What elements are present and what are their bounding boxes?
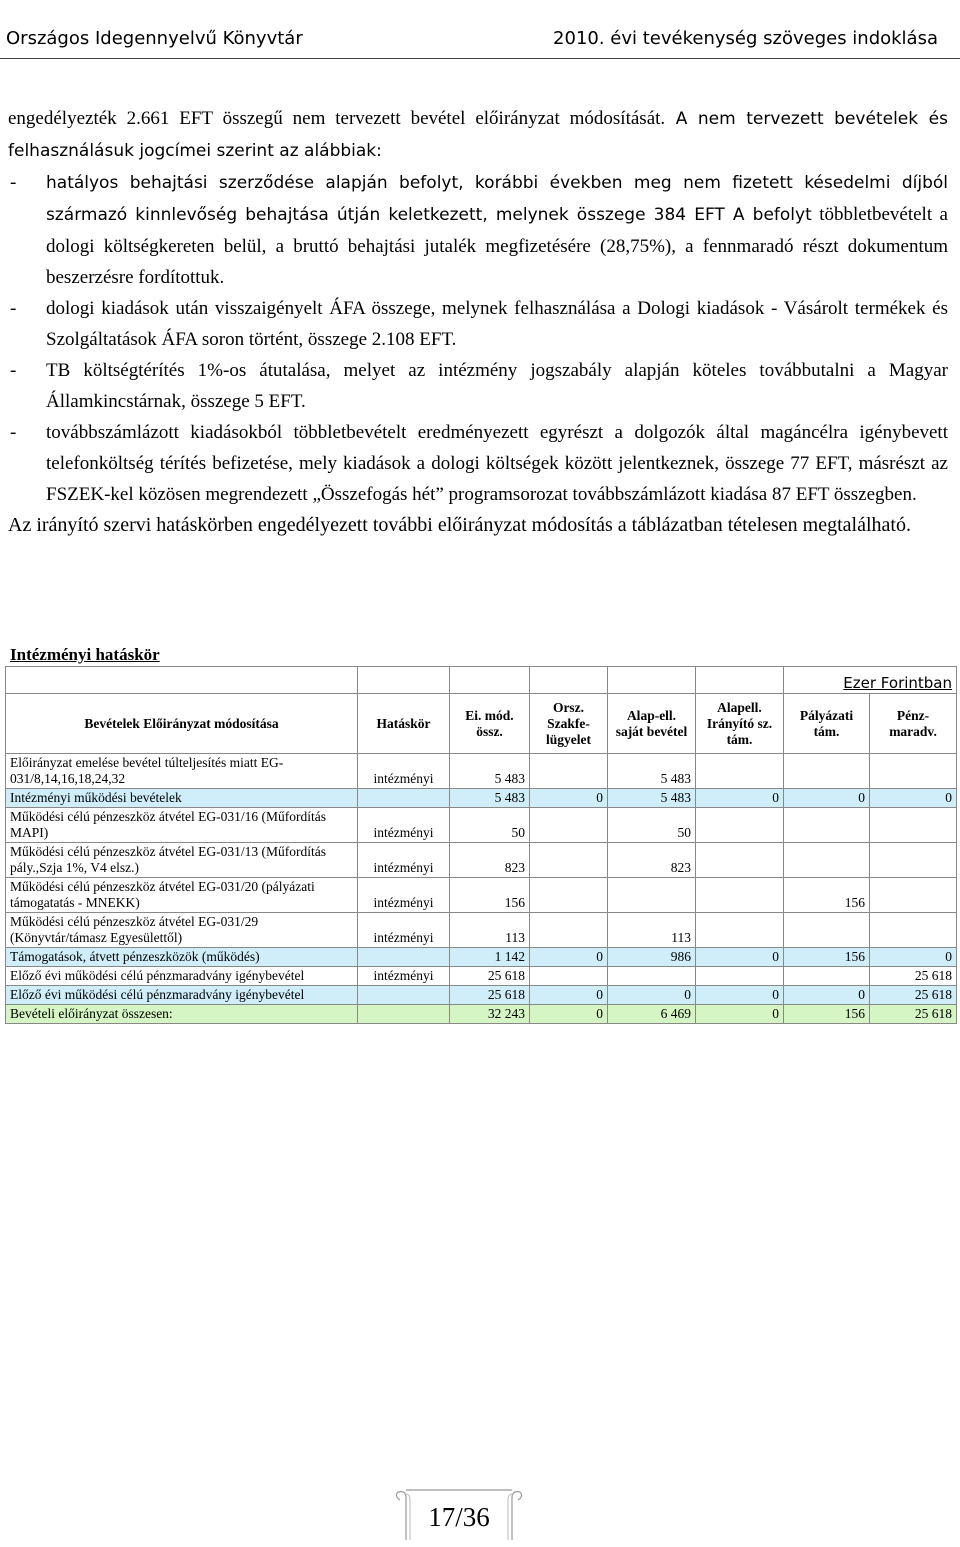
row-penzmaradv — [870, 843, 957, 878]
table-row — [6, 789, 957, 808]
table-header-row — [6, 694, 957, 754]
row-hataskor: intézményi — [358, 878, 450, 913]
page-number-box — [394, 1488, 524, 1542]
col-header-desc: Bevételek Előirányzat módosítása — [6, 694, 358, 754]
row-alapell-iranyito: 0 — [696, 789, 784, 808]
item1-sans: hatályos behajtási szerződése alapján befolyt, korábbi években meg nem fizetett késedelmi díjból származó kinnlevőség behajtása útján keletkezett, melynek összege 384 EFT A befolyt — [46, 173, 948, 225]
col-header-palyazati: Pályázati tám. — [784, 694, 870, 754]
row-alapell-iranyito — [696, 843, 784, 878]
item2-text: dologi kiadások után visszaigényelt ÁFA összege, melynek felhasználása a Dologi kiadások - Vásárolt termékek és Szolgáltatások ÁFA soron történt, összege 2.108 EFT. — [46, 298, 948, 350]
row-penzmaradv: 25 618 — [870, 967, 957, 986]
row-eimod: 25 618 — [450, 967, 530, 986]
row-eimod: 5 483 — [450, 789, 530, 808]
row-orsz: 0 — [530, 948, 608, 967]
row-hataskor: intézményi — [358, 808, 450, 843]
row-penzmaradv: 0 — [870, 789, 957, 808]
list-dash: - — [10, 172, 17, 193]
table-row — [6, 913, 957, 948]
row-hataskor — [358, 789, 450, 808]
col-header-alapell-iranyito: Alapell. Irányító sz. tám. — [696, 694, 784, 754]
row-eimod: 113 — [450, 913, 530, 948]
row-alapell-sajat: 986 — [608, 948, 696, 967]
row-desc: Intézményi működési bevételek — [6, 789, 358, 808]
row-desc: Működési célú pénzeszköz átvétel EG-031/13 (Műfordítás pály.,Szja 1%, V4 elsz.) — [6, 843, 358, 878]
row-penzmaradv — [870, 754, 957, 789]
list-dash: - — [10, 422, 17, 443]
row-alapell-iranyito — [696, 967, 784, 986]
section-title: Intézményi hatáskör — [10, 645, 160, 664]
closing-paragraph: Az irányító szervi hatáskörben engedélyezett további előirányzat módosítás a táblázatban tételesen megtalálható. — [8, 514, 911, 536]
list-dash: - — [10, 298, 17, 319]
item3-text: TB költségtérítés 1%-os átutalása, melyet az intézmény jogszabály alapján köteles továbbutalni a Magyar Államkincstárnak, összege 5 EFT. — [46, 360, 948, 412]
unit-row — [6, 667, 957, 694]
row-hataskor: intézményi — [358, 754, 450, 789]
row-alapell-sajat: 0 — [608, 986, 696, 1005]
table-row — [6, 878, 957, 913]
row-hataskor: intézményi — [358, 913, 450, 948]
table-row — [6, 948, 957, 967]
row-hataskor — [358, 1005, 450, 1024]
row-alapell-sajat: 823 — [608, 843, 696, 878]
row-eimod: 823 — [450, 843, 530, 878]
col-header-orsz: Orsz. Szakfe-lügyelet — [530, 694, 608, 754]
row-orsz: 0 — [530, 986, 608, 1005]
row-palyazati: 156 — [784, 948, 870, 967]
row-alapell-sajat: 6 469 — [608, 1005, 696, 1024]
row-hataskor — [358, 948, 450, 967]
row-penzmaradv: 25 618 — [870, 986, 957, 1005]
row-desc: Működési célú pénzeszköz átvétel EG-031/29 (Könyvtár/támasz Egyesülettől) — [6, 913, 358, 948]
intro-sans: A nem tervezett bevételek és felhasználásuk jogcímei szerint az alábbiak: — [8, 109, 948, 161]
row-eimod: 5 483 — [450, 754, 530, 789]
header-org: Országos Idegennyelvű Könyvtár — [6, 28, 303, 49]
row-alapell-iranyito — [696, 913, 784, 948]
row-penzmaradv — [870, 913, 957, 948]
row-alapell-iranyito — [696, 808, 784, 843]
row-orsz — [530, 843, 608, 878]
row-hataskor: intézményi — [358, 967, 450, 986]
row-alapell-iranyito: 0 — [696, 986, 784, 1005]
row-alapell-sajat: 50 — [608, 808, 696, 843]
row-alapell-iranyito — [696, 754, 784, 789]
body-text — [8, 103, 948, 540]
row-palyazati — [784, 754, 870, 789]
row-hataskor: intézményi — [358, 843, 450, 878]
row-orsz — [530, 878, 608, 913]
row-palyazati — [784, 913, 870, 948]
row-eimod: 50 — [450, 808, 530, 843]
row-desc: Támogatások, átvett pénzeszközök (működés) — [6, 948, 358, 967]
page-number: 17/36 — [428, 1502, 490, 1532]
row-palyazati — [784, 808, 870, 843]
row-alapell-sajat — [608, 967, 696, 986]
row-penzmaradv: 25 618 — [870, 1005, 957, 1024]
row-eimod: 1 142 — [450, 948, 530, 967]
row-palyazati — [784, 843, 870, 878]
list-item — [8, 293, 948, 355]
table-row — [6, 754, 957, 789]
row-palyazati: 156 — [784, 878, 870, 913]
row-orsz — [530, 913, 608, 948]
table-row — [6, 967, 957, 986]
table-row — [6, 986, 957, 1005]
header-title: 2010. évi tevékenység szöveges indoklása — [553, 28, 938, 49]
row-alapell-sajat: 113 — [608, 913, 696, 948]
row-palyazati: 0 — [784, 789, 870, 808]
list-item — [8, 417, 948, 510]
row-orsz — [530, 754, 608, 789]
row-penzmaradv — [870, 878, 957, 913]
row-orsz — [530, 808, 608, 843]
row-eimod: 32 243 — [450, 1005, 530, 1024]
col-header-penzmaradv: Pénz-maradv. — [870, 694, 957, 754]
unit-label: Ezer Forintban — [843, 674, 953, 692]
row-alapell-iranyito: 0 — [696, 1005, 784, 1024]
row-alapell-iranyito — [696, 878, 784, 913]
intro-serif: engedélyezték 2.661 EFT összegű nem tervezett bevétel előirányzat módosítását. — [8, 108, 666, 129]
col-header-eimod: Ei. mód. össz. — [450, 694, 530, 754]
col-header-alapell-sajat: Alap-ell. saját bevétel — [608, 694, 696, 754]
list-item — [8, 355, 948, 417]
table-row — [6, 1005, 957, 1024]
row-desc: Előző évi működési célú pénzmaradvány igénybevétel — [6, 967, 358, 986]
row-palyazati: 156 — [784, 1005, 870, 1024]
row-orsz — [530, 967, 608, 986]
row-alapell-iranyito: 0 — [696, 948, 784, 967]
row-penzmaradv: 0 — [870, 948, 957, 967]
list-item — [8, 167, 948, 293]
row-penzmaradv — [870, 808, 957, 843]
row-desc: Működési célú pénzeszköz átvétel EG-031/16 (Műfordítás MAPI) — [6, 808, 358, 843]
intro-paragraph — [8, 103, 948, 167]
list-dash: - — [10, 360, 17, 381]
row-palyazati — [784, 967, 870, 986]
row-alapell-sajat — [608, 878, 696, 913]
row-orsz: 0 — [530, 1005, 608, 1024]
row-alapell-sajat: 5 483 — [608, 789, 696, 808]
row-palyazati: 0 — [784, 986, 870, 1005]
table-row — [6, 843, 957, 878]
item4-text: továbbszámlázott kiadásokból többletbevételt eredményezett egyrészt a dolgozók által magáncélra igénybevett telefonköltség térítés befizetése, mely kiadások a dologi költségek között jelentkeznek, összege 77 EFT, másrészt az FSZEK-kel közösen megrendezett „Összefogás hét” programsorozat továbbszámlázott kiadása 87 EFT összegben. — [46, 422, 948, 505]
item1-serif: többletbevételt a dologi költségkereten belül, a bruttó behajtási jutalék megfizetésére (28,75%), a fennmaradó részt dokumentum beszerzésre fordítottuk. — [46, 204, 948, 288]
row-desc: Előirányzat emelése bevétel túlteljesítés miatt EG-031/8,14,16,18,24,32 — [6, 754, 358, 789]
row-desc: Bevételi előirányzat összesen: — [6, 1005, 358, 1024]
col-header-hataskor: Hatáskör — [358, 694, 450, 754]
row-orsz: 0 — [530, 789, 608, 808]
budget-table — [5, 666, 957, 1024]
row-desc: Működési célú pénzeszköz átvétel EG-031/20 (pályázati támogatatás - MNEKK) — [6, 878, 358, 913]
table-row — [6, 808, 957, 843]
row-eimod: 25 618 — [450, 986, 530, 1005]
row-desc: Előző évi működési célú pénzmaradvány igénybevétel — [6, 986, 358, 1005]
row-alapell-sajat: 5 483 — [608, 754, 696, 789]
page-header — [0, 0, 960, 59]
row-eimod: 156 — [450, 878, 530, 913]
row-hataskor — [358, 986, 450, 1005]
